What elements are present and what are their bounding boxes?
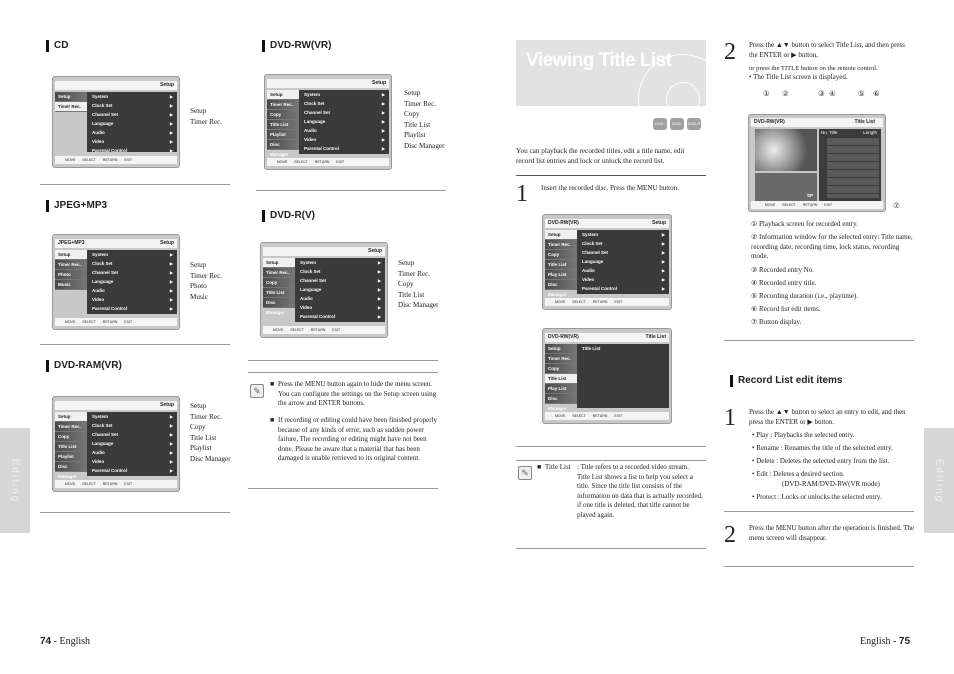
callout-2: ② [782,89,789,98]
menu-item: Clock Set ▶ [577,239,669,248]
menu-item: Audio ▶ [87,128,177,137]
menu-topbar [55,81,177,90]
record-list-bullet: • Protect : Locks or unlocks the selected entry. [752,492,882,501]
menu-topbar-right: Setup [160,402,174,408]
menu-item: Parental Control ▶ [87,466,177,475]
menu-item: System ▶ [299,90,389,99]
callout-4: ④ [829,89,836,98]
menu-item: System ▶ [295,258,385,267]
divider [516,446,706,447]
menu-label: Timer Rec. [398,269,431,278]
menu-item: Language ▶ [87,277,177,286]
menu-side-item: Timer Rec. [263,268,295,278]
callout-3: ③ [818,89,825,98]
menu-item: Video ▶ [87,137,177,146]
menu-sidebar [55,412,87,479]
menu-label: Setup [404,89,421,97]
record-list-bullets [752,431,916,506]
title-list-screen [748,114,886,212]
page-title: Viewing Title List [526,50,672,71]
divider [516,548,706,549]
menu-side-item: Setup [55,412,87,422]
divider [248,360,438,361]
menu-labels-jpeg [190,260,222,302]
title-list-footer: MOVE SELECT RETURN EXIT [751,201,883,209]
menu-labels-dvdr [398,258,439,311]
menu-item: System ▶ [87,250,177,259]
page-number-right: English - 75 [860,636,911,647]
menu-label: Copy [398,280,414,289]
menu-label: Copy [190,423,206,432]
divider [248,488,438,489]
menu-item: System ▶ [87,92,177,101]
menu-item: Channel Set ▶ [295,276,385,285]
menu-side-item: Title List [55,442,87,452]
divider [724,340,914,341]
divider [40,184,230,185]
section-heading-record-list: Record List edit items [730,375,842,386]
menu-item: Clock Set ▶ [295,267,385,276]
menu-item: Channel Set ▶ [87,430,177,439]
section-heading-dvdram: DVD-RAM(VR) [46,360,122,371]
menu-item: Video ▶ [87,295,177,304]
menu-item: Language ▶ [87,439,177,448]
menu-side-item: Copy [267,110,299,120]
menu-side-item: Setup [545,344,577,354]
menu-label: Title List [190,433,217,442]
badge-dvd-rw: DVD-RW [670,118,684,130]
legend-item: ② Information window for the selected entry: Title name, recording date, recording time, lock status, recording mode. [751,233,913,261]
menu-side-item: Title List [545,260,577,270]
menu-item: Video ▶ [87,457,177,466]
menu-label: Timer Rec. [404,99,437,108]
menu-main [87,412,177,476]
record-step2-text: Press the MENU button after the operation is finished. The menu screen will disappear. [749,524,915,542]
playback-preview [755,129,817,171]
title-banner [516,40,706,106]
menu-side-item: Setup [263,258,295,268]
note-icon: ✎ [250,384,264,398]
divider [516,175,706,176]
divider [516,460,706,461]
callout-1: ① [763,89,770,98]
menu-item: Clock Set ▶ [87,259,177,268]
menu-label: Copy [404,110,420,119]
callout-6: ⑥ [873,89,880,98]
record-step1-text: Press the ▲▼ button to select an entry to edit, and then press the ENTER or ▶ button. [749,408,906,426]
side-tab-left: Editing [0,428,30,533]
step2-bullet: • The Title List screen is displayed. [749,73,848,81]
menu-side-item: Timer Rec. [545,354,577,364]
menu-side-item: Timer Rec. [545,240,577,250]
menu-side-item: Setup [545,230,577,240]
menu-screenshot-step1-titlelist [542,328,672,424]
section-heading-jpeg: JPEG+MP3 [46,200,107,211]
menu-side-item: Playlist [267,130,299,140]
menu-sidebar [263,258,295,315]
menu-main [87,250,177,314]
menu-label: Setup [398,259,415,267]
menu-item: Parental Control ▶ [299,144,389,153]
menu-item: Video ▶ [295,303,385,312]
menu-item: Clock Set ▶ [87,421,177,430]
record-list-bullet: • Delete : Deletes the selected entry from the list. [752,456,890,465]
note-title-list: ■ Title List : Title refers to a recorded video stream. Title List shows a list to help you select a title. Since the title list consists of the information on data that is actually recorded, if one title is deleted, that title cannot be played again. [537,463,703,519]
menu-footer: MOVE SELECT RETURN EXIT [55,318,177,326]
menu-side-item: Title List [263,288,295,298]
menu-item: Parental Control ▶ [295,312,385,321]
step-number-2: 2 [724,39,736,65]
menu-label: Title List [404,120,431,129]
menu-footer: MOVE SELECT RETURN EXIT [55,480,177,488]
menu-label: Setup [190,261,207,269]
callout-5: ⑤ [858,89,865,98]
menu-item: Language ▶ [577,257,669,266]
menu-screenshot-jpeg [52,234,180,330]
section-heading-cd: CD [46,40,68,51]
menu-item: Channel Set ▶ [87,110,177,119]
menu-footer: MOVE SELECT RETURN EXIT [263,326,385,334]
callout-7: ⑦ [893,201,900,210]
menu-side-item: Timer Rec. [55,260,87,270]
menu-item: Channel Set ▶ [577,248,669,257]
menu-item: Channel Set ▶ [87,268,177,277]
menu-side-item: Title List [267,120,299,130]
menu-item: Audio ▶ [87,286,177,295]
menu-label: Disc Manager [404,141,445,150]
menu-label: Music [190,292,208,301]
section-heading-dvdrw: DVD-RW(VR) [262,40,331,51]
menu-side-item: Playlist [55,452,87,462]
menu-side-item: Timer Rec. [267,100,299,110]
menu-label: Title List [398,290,425,299]
menu-topbar [263,247,385,256]
menu-side-item: Title List [545,374,577,384]
badge-dvd-r: DVD-R [687,118,701,130]
menu-topbar-right: Setup [160,82,174,88]
menu-item: Audio ▶ [295,294,385,303]
step2-text: Press the ▲▼ button to select Title List, and then press the ENTER or ▶ button, [749,41,905,59]
menu-side-item: Copy [545,364,577,374]
legend-item: ③ Recorded entry No. [751,265,815,274]
note-icon: ✎ [518,466,532,480]
menu-screenshot-dvdram [52,396,180,492]
menu-side-item: Copy [55,432,87,442]
menu-item: Audio ▶ [87,448,177,457]
menu-label: Disc Manager [190,454,231,463]
menu-labels-dvdrw [404,88,445,152]
menu-side-item: Disc Manager [267,140,299,150]
menu-screenshot-dvdr [260,242,388,338]
menu-item: Channel Set ▶ [299,108,389,117]
record-list-bullet: • Edit : Deletes a desired section. [752,469,845,478]
menu-topbar-left: JPEG+MP3 [58,240,85,246]
menu-item: Language ▶ [299,117,389,126]
menu-side-item: Setup [55,250,87,260]
page-number-left: 74 - English [40,636,91,647]
side-tab-right: Editing [924,428,954,533]
menu-main [295,258,385,322]
step-number-1: 1 [516,181,528,207]
menu-screenshot-dvdrw [264,74,392,170]
divider [40,512,230,513]
divider [248,372,438,373]
menu-topbar-right: Title List [645,334,666,340]
divider [40,344,230,345]
menu-footer: MOVE SELECT RETURN EXIT [545,412,669,420]
menu-main [577,230,669,294]
record-list-bullet: • Rename : Renames the title of the selected entry. [752,443,893,452]
menu-side-item: Disc Manager [545,280,577,290]
menu-side-item: Disc Manager [55,462,87,472]
menu-labels-cd [190,106,222,127]
menu-topbar-left: DVD-RW(VR) [548,334,579,340]
menu-screenshot-cd [52,76,180,168]
note-bullet-2: ■ If recording or editing could have been finished properly because of any kinds of error, such as sudden power failure, The recording or editing might have not been done. Please be aware that a material that has been damaged is unable retrieved to its original content. [270,416,438,463]
menu-topbar [545,333,669,342]
menu-item: Parental Control ▶ [577,284,669,293]
menu-topbar [545,219,669,228]
note-bullet-1: ■ Press the MENU button again to hide the menu screen. You can configure the settings on the Setup screen using the arrow and ENTER buttons. [270,380,437,408]
menu-side-item: Play List [545,270,577,280]
menu-side-item: Copy [545,250,577,260]
menu-main [577,344,669,408]
menu-side-item: Copy [263,278,295,288]
record-list-bullet: (DVD-RAM/DVD-RW(VR mode) [782,479,880,488]
menu-footer: MOVE SELECT RETURN EXIT [545,298,669,306]
menu-item: Language ▶ [295,285,385,294]
entry-list: No. Title Length [819,129,881,201]
menu-label: Disc Manager [398,301,439,310]
menu-main [87,92,177,152]
menu-item: Parental Control ▶ [87,304,177,313]
menu-topbar-right: Setup [652,220,666,226]
intro-text: You can playback the recorded titles, edit a title name, edit record list entries and lock or unlock the record list. [516,147,685,166]
menu-label: Timer Rec. [190,271,223,280]
menu-side-item: Setup [55,92,87,102]
menu-label: Playlist [404,131,426,140]
menu-label: Photo [190,282,207,291]
record-list-bullet: • Play : Playbacks the selected entry. [752,431,855,439]
record-step-number-2: 2 [724,522,736,548]
title-list-topbar: DVD-RW(VR) Title List [751,118,883,127]
step1-text: Insert the recorded disc. Press the MENU button. [541,184,679,192]
menu-item: System ▶ [577,230,669,239]
legend-item: ④ Recorded entry title. [751,278,817,287]
menu-screenshot-step1-setup [542,214,672,310]
menu-item: Title List [582,346,601,351]
menu-item: Clock Set ▶ [299,99,389,108]
menu-item: Audio ▶ [577,266,669,275]
menu-sidebar [55,250,87,290]
menu-labels-dvdram [190,401,231,465]
menu-item: Audio ▶ [299,126,389,135]
menu-item: Clock Set ▶ [87,101,177,110]
menu-label: Timer Rec. [190,412,223,421]
menu-sidebar [545,344,577,411]
menu-footer: MOVE SELECT RETURN EXIT [267,158,389,166]
menu-label: Playlist [190,444,212,453]
menu-item: System ▶ [87,412,177,421]
info-window: SP [755,173,817,201]
menu-topbar-right: Setup [368,248,382,254]
menu-side-item: Timer Rec. [55,102,87,112]
menu-item: Video ▶ [299,135,389,144]
callout-legend [751,220,915,332]
menu-footer: MOVE SELECT RETURN EXIT [55,156,177,164]
menu-label: Setup [190,107,207,115]
divider [256,190,446,191]
legend-item: ⑤ Recording duration (i.e., playtime). [751,291,858,300]
record-step-number-1: 1 [724,405,736,431]
menu-topbar-left: DVD-RW(VR) [548,220,579,226]
step2-or-text: or press the TITLE button on the remote control. [749,65,878,72]
menu-topbar-right: Setup [160,240,174,246]
menu-topbar [267,79,389,88]
divider [724,566,914,567]
menu-item: Parental Control ▶ [87,146,177,155]
menu-main [299,90,389,154]
menu-side-item: Disc Manager [545,394,577,404]
menu-label: Timer Rec. [190,117,223,126]
legend-item: ⑥ Record list edit items. [751,305,821,314]
menu-side-item: Timer Rec. [55,422,87,432]
menu-item: Language ▶ [87,119,177,128]
menu-sidebar [267,90,299,157]
menu-topbar [55,239,177,248]
legend-item: ① Playback screen for recorded entry. [751,220,858,228]
menu-side-item: Disc Manager [263,298,295,308]
menu-sidebar [55,92,87,112]
divider [724,511,914,512]
menu-side-item: Setup [267,90,299,100]
badge-dvd-ram: DVD-RAM [653,118,667,130]
legend-item: ⑦ Button display. [751,318,802,327]
menu-item: Video ▶ [577,275,669,284]
menu-label: Setup [190,402,207,410]
menu-topbar [55,401,177,410]
menu-topbar-right: Setup [372,80,386,86]
menu-side-item: Photo [55,270,87,280]
menu-sidebar [545,230,577,297]
section-heading-dvdr: DVD-R(V) [262,210,315,221]
menu-side-item: Play List [545,384,577,394]
menu-side-item: Music [55,280,87,290]
